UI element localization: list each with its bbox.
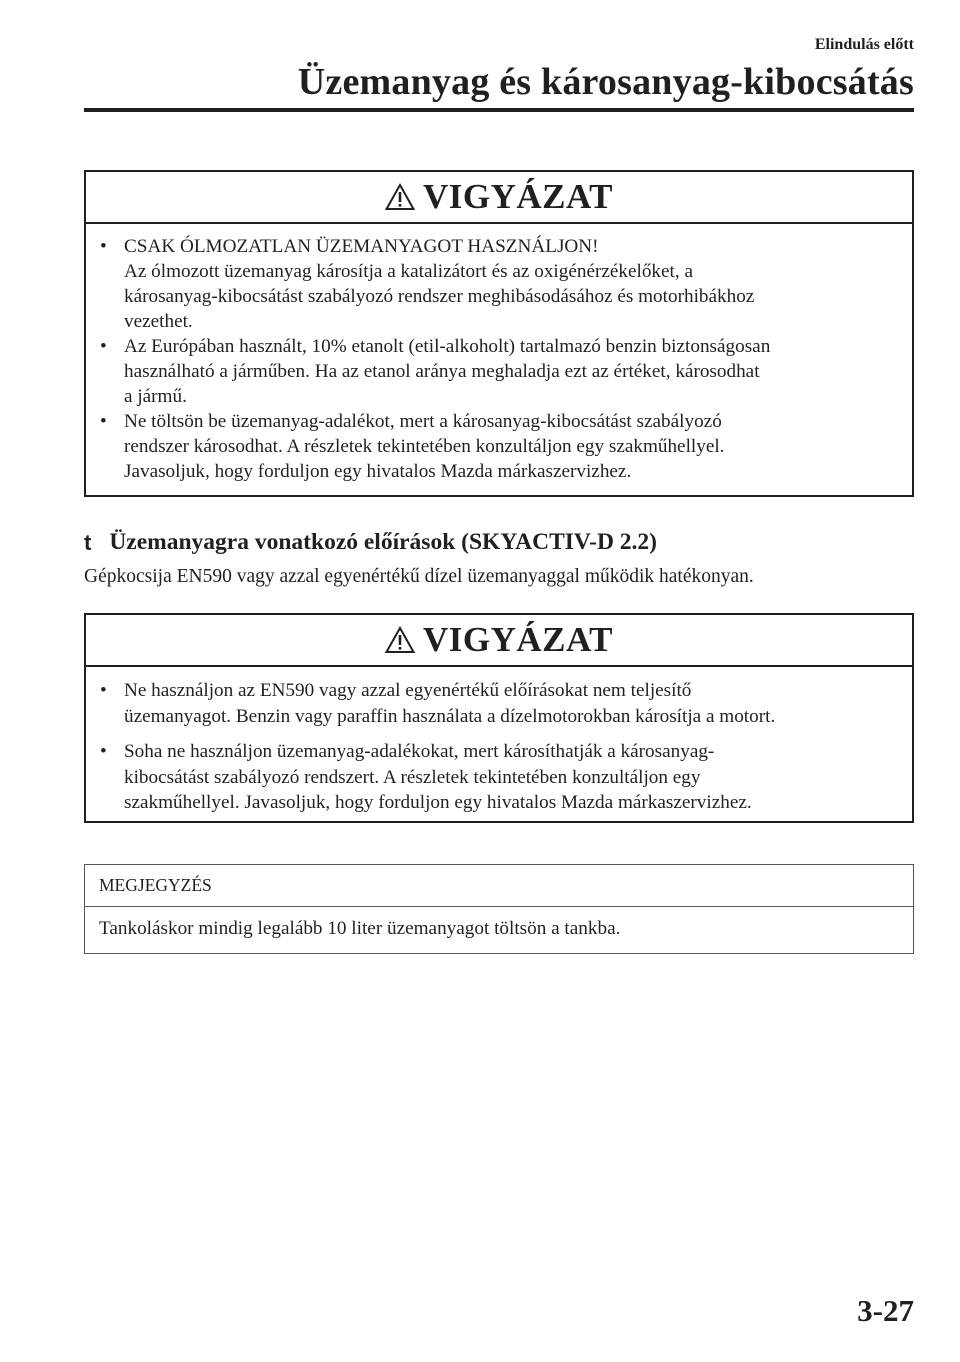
warning-text-line: Javasoljuk, hogy forduljon egy hivatalos Mazda márkaszervizhez. [124,461,632,482]
warning-text-line: használható a járműben. Ha az etanol aránya meghaladja ezt az értéket, károsodhat [124,361,760,382]
warning-list [86,667,912,828]
warning-text-line: rendszer károsodhat. A részletek tekintetében konzultáljon egy szakműhellyel. [124,436,725,457]
section-marker-icon: t [84,529,92,555]
warning-box [84,613,914,823]
warning-header [86,172,912,224]
warning-triangle-icon [385,183,415,211]
bullet-icon: • [100,336,107,357]
section-heading [84,529,657,556]
warning-header [86,615,912,667]
body-paragraph: Gépkocsija EN590 vagy azzal egyenértékű dízel üzemanyaggal működik hatékonyan. [84,566,754,587]
warning-title: VIGYÁZAT [422,620,614,659]
warning-text-line: kibocsátást szabályozó rendszert. A részletek tekintetében konzultáljon egy [124,766,701,788]
warning-text-line: Az Európában használt, 10% etanolt (etil-alkoholt) tartalmazó benzin biztonságosan [124,336,771,357]
note-title: MEGJEGYZÉS [85,865,913,907]
warning-item [100,234,894,334]
warning-text-line: Ne töltsön be üzemanyag-adalékot, mert a károsanyag-kibocsátást szabályozó [124,411,722,432]
note-text: Tankoláskor mindig legalább 10 liter üzemanyagot töltsön a tankba. [99,918,621,939]
bullet-icon: • [100,236,107,257]
note-box [84,864,914,954]
warning-item [100,739,894,816]
section-label: Elindulás előtt [814,36,914,53]
warning-text-line: károsanyag-kibocsátást szabályozó rendszer meghibásodásához és motorhibákhoz [124,286,755,307]
bullet-icon: • [100,741,107,762]
warning-list [86,224,912,496]
bullet-icon: • [100,411,107,432]
warning-text-line: üzemanyagot. Benzin vagy paraffin használata a dízelmotorokban károsítja a motort. [124,705,776,727]
warning-text-line: Az ólmozott üzemanyag károsítja a katalizátort és az oxigénérzékelőket, a [124,261,693,282]
warning-text-line: vezethet. [124,311,193,332]
warning-item [100,409,894,484]
warning-item [100,334,894,409]
page-title: Üzemanyag és károsanyag-kibocsátás [297,61,914,103]
warning-box [84,170,914,497]
warning-text-line: szakműhellyel. Javasoljuk, hogy forduljon egy hivatalos Mazda márkaszervizhez. [124,792,752,813]
page-number: 3-27 [857,1293,914,1328]
title-rule [84,108,914,112]
warning-text-line: Soha ne használjon üzemanyag-adalékokat, mert károsíthatják a károsanyag- [124,741,715,762]
section-heading-text: Üzemanyagra vonatkozó előírások (SKYACTIV-D 2.2) [109,529,657,555]
warning-text-line: a jármű. [124,386,187,407]
warning-text-line: CSAK ÓLMOZATLAN ÜZEMANYAGOT HASZNÁLJON! [124,236,599,257]
warning-title: VIGYÁZAT [422,177,614,216]
warning-item [100,678,894,729]
bullet-icon: • [100,680,107,701]
warning-text-line: Ne használjon az EN590 vagy azzal egyenértékű előírásokat nem teljesítő [124,680,692,701]
warning-triangle-icon [385,626,415,654]
